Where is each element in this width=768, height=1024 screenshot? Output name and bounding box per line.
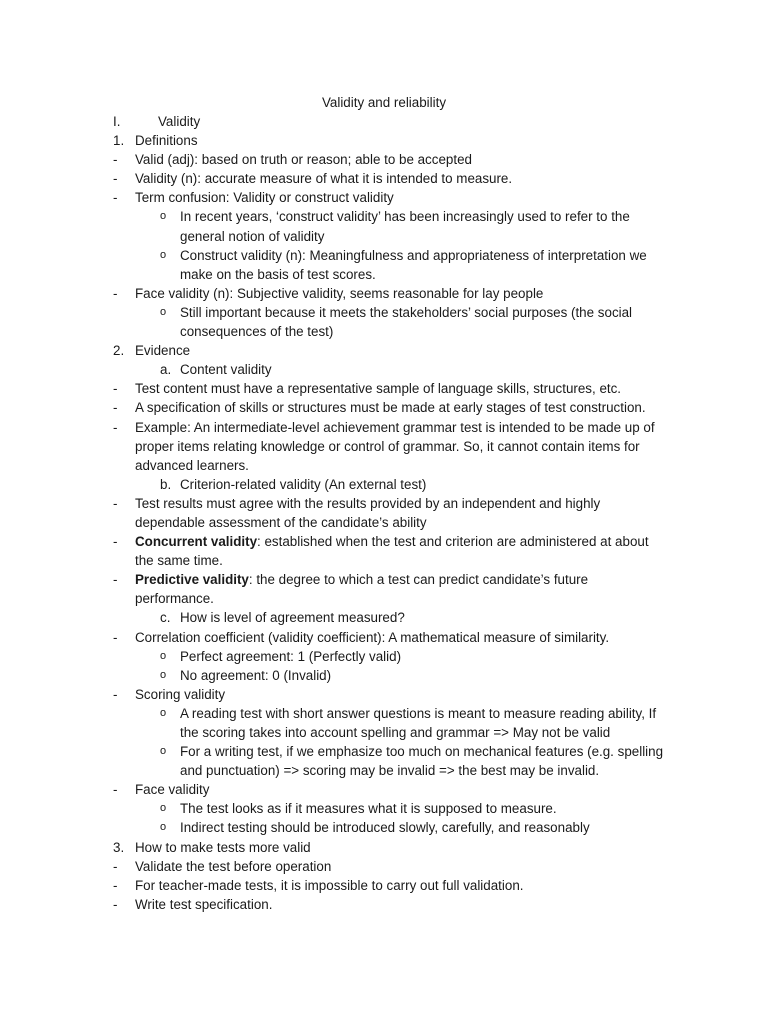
circle-bullet-icon: o (160, 745, 167, 758)
list-marker: - (113, 629, 118, 645)
document-line (0, 207, 768, 226)
line-text: Validity (n): accurate measure of what it is intended to measure. (135, 171, 513, 187)
document-line (0, 895, 768, 914)
document-line (0, 437, 768, 456)
line-text: How is level of agreement measured? (180, 610, 405, 626)
document-line (0, 265, 768, 284)
document-line (0, 723, 768, 742)
circle-bullet-icon: o (160, 210, 167, 223)
document-line (0, 303, 768, 322)
list-marker: - (113, 495, 118, 511)
document-line (0, 169, 768, 188)
line-text: Definitions (135, 133, 198, 149)
document-line (0, 227, 768, 246)
document-line (0, 150, 768, 169)
line-text: For a writing test, if we emphasize too much on mechanical features (e.g. spelling (180, 744, 664, 760)
line-text: No agreement: 0 (Invalid) (180, 667, 332, 683)
document-line (0, 551, 768, 570)
line-text: Write test specification. (135, 896, 273, 912)
line-text: Indirect testing should be introduced slowly, carefully, and reasonably (180, 820, 590, 836)
circle-bullet-icon: o (160, 668, 167, 681)
document-line (0, 131, 768, 150)
list-marker: 3. (113, 839, 125, 855)
term-definition: : the degree to which a test can predict candidate’s future (248, 572, 589, 588)
line-text: Still important because it meets the stakeholders’ social purposes (the social (180, 304, 633, 320)
line-text: advanced learners. (135, 457, 249, 473)
line-text: Content validity (180, 362, 272, 378)
circle-bullet-icon: o (160, 305, 167, 318)
list-marker: - (113, 572, 118, 588)
document-line (0, 704, 768, 723)
document-line (0, 838, 768, 857)
line-text: For teacher-made tests, it is impossible to carry out full validation. (135, 877, 524, 893)
circle-bullet-icon: o (160, 248, 167, 261)
line-text: Example: An intermediate-level achievement grammar test is intended to be made up of (135, 419, 655, 435)
document-line (0, 876, 768, 895)
line-text: Perfect agreement: 1 (Perfectly valid) (180, 648, 402, 664)
circle-bullet-icon: o (160, 821, 167, 834)
line-text: performance. (135, 591, 214, 607)
line-text: Test content must have a representative sample of language skills, structures, etc. (135, 381, 622, 397)
line-text: How to make tests more valid (135, 839, 311, 855)
list-marker: 1. (113, 133, 125, 149)
document-line (0, 589, 768, 608)
document-line (0, 494, 768, 513)
list-marker: - (113, 419, 118, 435)
document-line (0, 360, 768, 379)
bold-term: Predictive validity (135, 572, 249, 588)
line-text: consequences of the test) (180, 324, 334, 340)
document-line (0, 456, 768, 475)
list-marker: - (113, 190, 118, 206)
document-line (0, 628, 768, 647)
circle-bullet-icon: o (160, 802, 167, 815)
document-line (0, 742, 768, 761)
line-text: A specification of skills or structures must be made at early stages of test construction. (135, 400, 646, 416)
list-marker: - (113, 858, 118, 874)
document-line (0, 799, 768, 818)
circle-bullet-icon: o (160, 706, 167, 719)
line-text: general notion of validity (180, 228, 325, 244)
document-line (0, 761, 768, 780)
list-marker: b. (160, 476, 172, 492)
document-line (0, 475, 768, 494)
document-line (0, 513, 768, 532)
line-text (135, 532, 649, 551)
document-line (0, 284, 768, 303)
document-title: Validity and reliability (321, 95, 447, 110)
document-line (0, 322, 768, 341)
line-text: A reading test with short answer questions is meant to measure reading ability, If (180, 705, 657, 721)
document-line (0, 570, 768, 589)
document-line (0, 818, 768, 837)
line-text: Criterion-related validity (An external test) (180, 476, 427, 492)
line-text: The test looks as if it measures what it is supposed to measure. (180, 801, 557, 817)
document-line (0, 857, 768, 876)
list-marker: I. (113, 114, 121, 129)
line-text: the scoring takes into account spelling and grammar => May not be valid (180, 725, 611, 740)
line-text: make on the basis of test scores. (180, 266, 376, 282)
document-body (0, 112, 768, 914)
line-text: proper items relating knowledge or control of grammar. So, it cannot contain items for (135, 438, 640, 454)
list-marker: - (113, 686, 118, 702)
line-text: Scoring validity (135, 686, 226, 702)
list-marker: - (113, 152, 118, 168)
document-line (0, 685, 768, 704)
line-text: dependable assessment of the candidate’s ability (135, 514, 427, 530)
circle-bullet-icon: o (160, 649, 167, 662)
line-text: Validity (158, 114, 201, 129)
document-line (0, 341, 768, 360)
list-marker: 2. (113, 343, 125, 359)
list-marker: - (113, 896, 118, 912)
document-line (0, 379, 768, 398)
list-marker: - (113, 782, 118, 798)
document-line (0, 608, 768, 627)
list-marker: - (113, 171, 118, 187)
document-line (0, 188, 768, 207)
document-line (0, 398, 768, 417)
list-marker: - (113, 534, 118, 550)
document-line (0, 112, 768, 131)
document-line (0, 246, 768, 265)
list-marker: - (113, 285, 118, 301)
list-marker: c. (160, 610, 171, 626)
line-text: and punctuation) => scoring may be invalid => the best may be invalid. (180, 763, 600, 779)
list-marker: a. (160, 362, 172, 378)
document-line (0, 780, 768, 799)
line-text: In recent years, ‘construct validity’ has been increasingly used to refer to the (180, 209, 630, 225)
line-text: the same time. (135, 553, 223, 569)
line-text: Face validity (n): Subjective validity, seems reasonable for lay people (135, 285, 544, 301)
line-text: Valid (adj): based on truth or reason; able to be accepted (135, 152, 472, 168)
list-marker: - (113, 381, 118, 397)
list-marker: - (113, 877, 118, 893)
list-marker: - (113, 400, 118, 416)
document-line (0, 666, 768, 685)
line-text (135, 570, 588, 589)
line-text: Correlation coefficient (validity coefficient): A mathematical measure of similarity. (135, 629, 610, 645)
line-text: Term confusion: Validity or construct validity (135, 190, 394, 206)
line-text: Construct validity (n): Meaningfulness and appropriateness of interpretation we (180, 247, 647, 263)
document-line (0, 647, 768, 666)
line-text: Test results must agree with the results provided by an independent and highly (135, 495, 601, 511)
line-text: Face validity (135, 782, 210, 798)
line-text: Evidence (135, 343, 191, 359)
line-text: Validate the test before operation (135, 858, 332, 874)
bold-term: Concurrent validity (135, 534, 258, 550)
document-line (0, 532, 768, 551)
document-line (0, 418, 768, 437)
term-definition: : established when the test and criterion are administered at about (257, 534, 649, 550)
